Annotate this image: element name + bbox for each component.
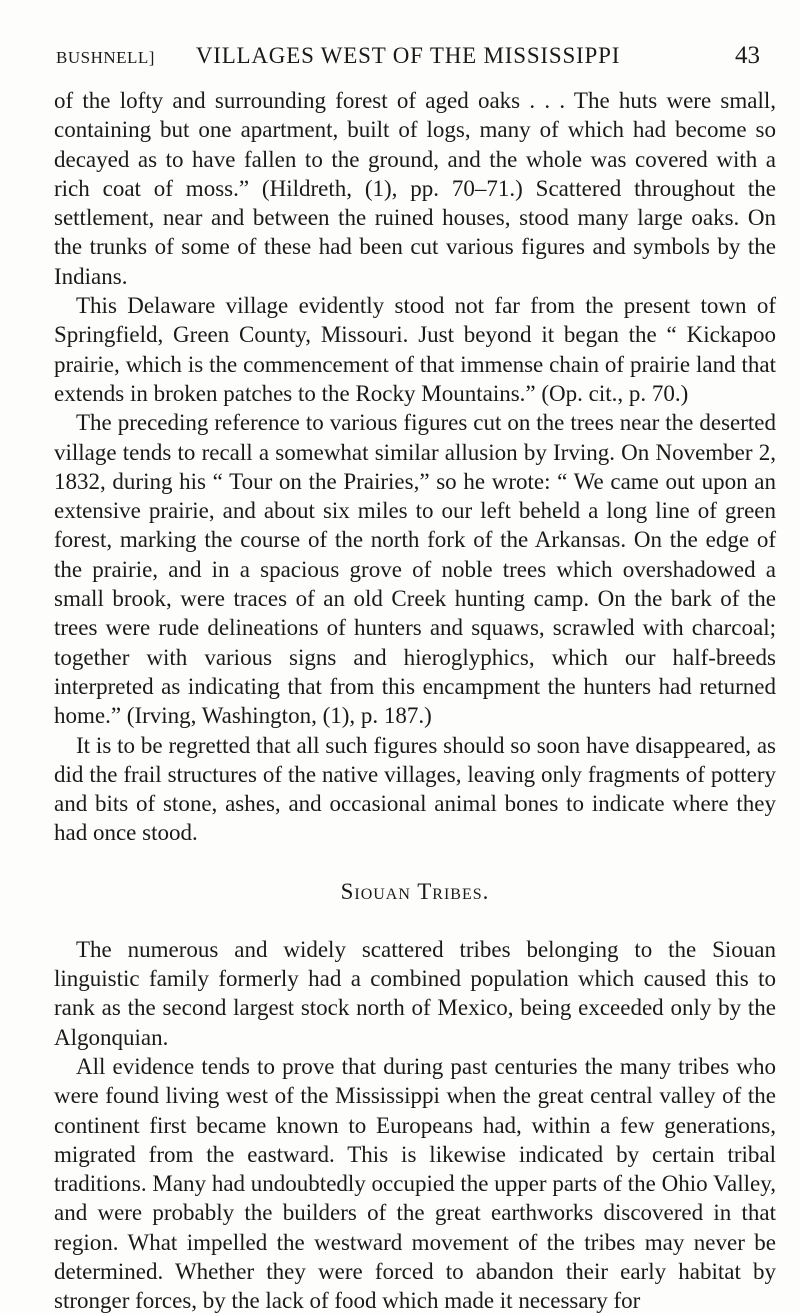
paragraph: The numerous and widely scattered tribes belonging to the Siouan linguistic family formerly had a combined population which caused this to rank as the second largest stock north of Mexico, being exceeded only by the Algonquian. bbox=[54, 936, 776, 1050]
running-head-author: BUSHNELL] bbox=[56, 48, 155, 67]
running-head bbox=[56, 40, 760, 72]
paragraph: It is to be regretted that all such figures should so soon have disappeared, as did the frail structures of the native villages, leaving only fragments of pottery and bits of stone, ashes, and occasional animal bones to indicate where they had once stood. bbox=[54, 732, 776, 846]
paragraph: All evidence tends to prove that during past centuries the many tribes who were found living west of the Mississippi when the great central valley of the continent first became known to Europeans had, within a few generations, migrated from the eastward. This is likewise indicated by certain tribal traditions. Many had undoubtedly occupied the upper parts of the Ohio Valley, and were probably the builders of the great earthworks discovered in that region. What impelled the westward movement of the tribes may never be determined. Whether they were forced to abandon their early habitat by stronger forces, by the lack of food which made it necessary for bbox=[54, 1053, 776, 1314]
paragraph: The preceding reference to various figures cut on the trees near the deserted village tends to recall a somewhat similar allusion by Irving. On November 2, 1832, during his “ Tour on the Prairies,” so he wrote: “ We came out upon an extensive prairie, and about six miles to our left beheld a long line of green forest, marking the course of the north fork of the Arkansas. On the edge of the prairie, and in a spacious grove of noble trees which overshadowed a small brook, were traces of an old Creek hunting camp. On the bark of the trees were rude delineations of hunters and squaws, scrawled with charcoal; together with various signs and hieroglyphics, which our half-breeds interpreted as indicating that from this encampment the hunters had returned home.” (Irving, Washington, (1), p. 187.) bbox=[54, 410, 776, 729]
paragraph: This Delaware village evidently stood not far from the present town of Springfield, Green County, Missouri. Just beyond it began the “ Kickapoo prairie, which is the commencement of that immense chain of prairie land that extends in broken patches to the Rocky Mountains.” (Op. cit., p. 70.) bbox=[54, 293, 776, 406]
section-heading: Siouan Tribes. bbox=[340, 878, 490, 904]
page-number: 43 bbox=[735, 42, 760, 69]
paragraph-continued: of the lofty and surrounding forest of aged oaks . . . The huts were small, containing but one apartment, built of logs, many of which had become so decayed as to have fallen to the ground, and the whole was covered with a rich coat of moss.” (Hildreth, (1), pp. 70–71.) Scattered throughout the settlement, near and between the ruined houses, stood many large oaks. On the trunks of some of these had been cut various figures and symbols by the Indians. bbox=[54, 88, 776, 289]
running-head-title: VILLAGES WEST OF THE MISSISSIPPI bbox=[195, 43, 621, 68]
body-text bbox=[54, 86, 776, 1316]
